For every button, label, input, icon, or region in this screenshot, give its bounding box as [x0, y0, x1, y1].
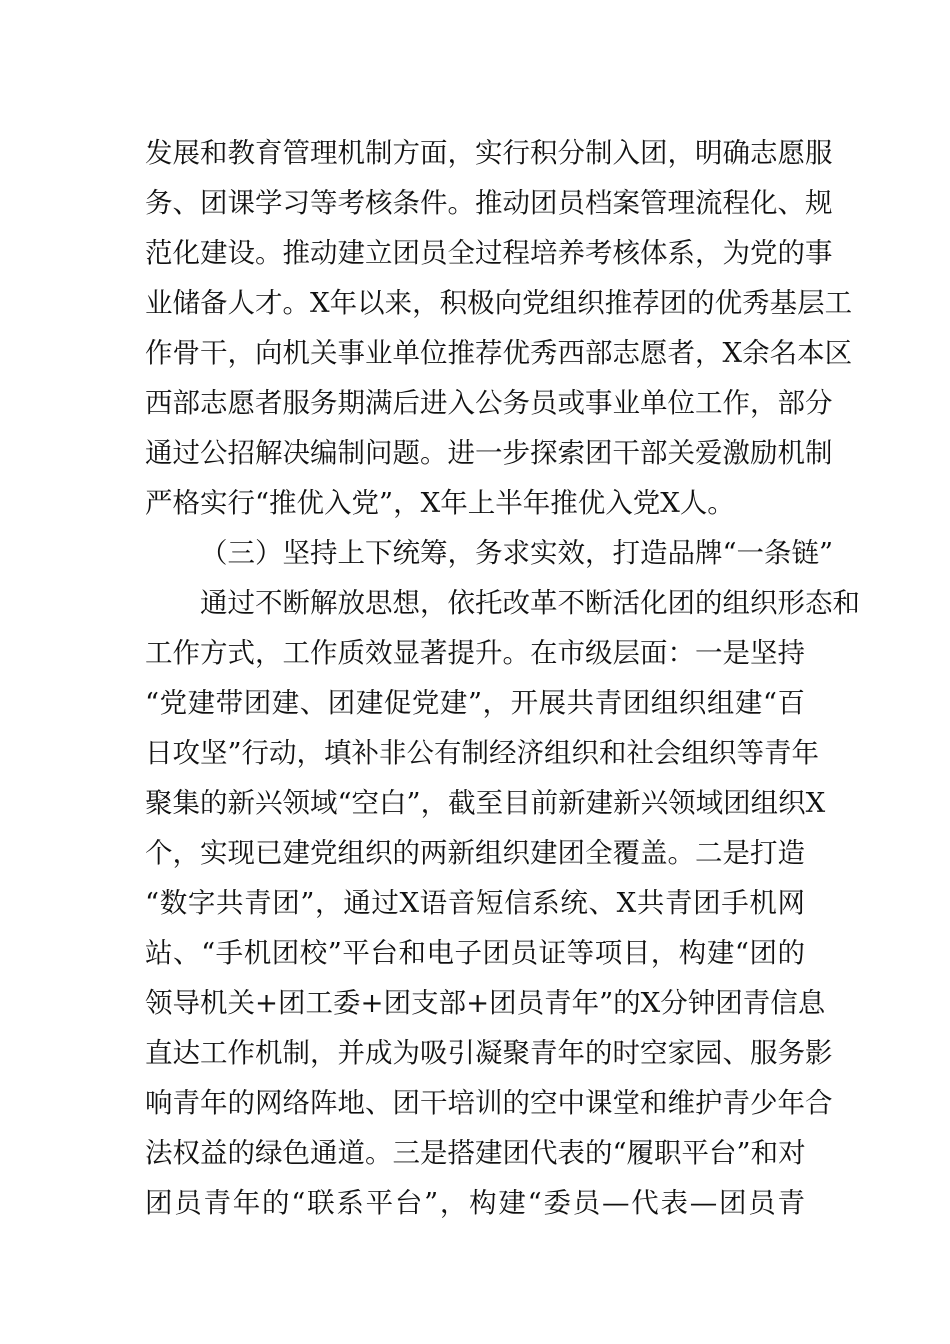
paragraph-1-line: 范化建设。推动建立团员全过程培养考核体系，为党的事 [145, 237, 833, 269]
paragraph-1-line: 作骨干，向机关事业单位推荐优秀西部志愿者，X余名本区 [145, 337, 853, 369]
paragraph-2-line: 领导机关+团工委+团支部+团员青年”的X分钟团青信息 [145, 987, 826, 1019]
paragraph-2-line: 通过不断解放思想，依托改革不断活化团的组织形态和 [200, 587, 860, 619]
paragraph-2-line: “数字共青团”，通过X语音短信系统、X共青团手机网 [145, 887, 805, 919]
paragraph-2-line: 工作方式，工作质效显著提升。在市级层面：一是坚持 [145, 637, 805, 669]
body-text [145, 128, 860, 1228]
paragraph-1-line: 业储备人才。X年以来，积极向党组织推荐团的优秀基层工 [145, 287, 853, 319]
paragraph-1-line: 发展和教育管理机制方面，实行积分制入团，明确志愿服 [145, 137, 833, 169]
section-heading: （三）坚持上下统筹，务求实效，打造品牌“一条链” [200, 537, 834, 569]
paragraph-2-line: 日攻坚”行动，填补非公有制经济组织和社会组织等青年 [145, 737, 820, 769]
paragraph-2-line: 站、“手机团校”平台和电子团员证等项目，构建“团的 [145, 937, 805, 969]
paragraph-2-line: 响青年的网络阵地、团干培训的空中课堂和维护青少年合 [145, 1087, 833, 1119]
paragraph-2-line: 个，实现已建党组织的两新组织建团全覆盖。二是打造 [145, 837, 805, 869]
paragraph-2-line: “党建带团建、团建促党建”，开展共青团组织组建“百 [145, 687, 805, 719]
paragraph-2-line: 法权益的绿色通道。三是搭建团代表的“履职平台”和对 [145, 1137, 806, 1169]
paragraph-2-line: 团员青年的“联系平台”，构建“委员—代表—团员青 [145, 1187, 805, 1219]
paragraph-1-line: 西部志愿者服务期满后进入公务员或事业单位工作，部分 [145, 387, 833, 419]
paragraph-1-line: 严格实行“推优入党”，X年上半年推优入党X人。 [145, 487, 735, 519]
paragraph-1-line: 务、团课学习等考核条件。推动团员档案管理流程化、规 [145, 187, 833, 219]
paragraph-1-line: 通过公招解决编制问题。进一步探索团干部关爱激励机制 [145, 437, 833, 469]
paragraph-2-line: 聚集的新兴领域“空白”，截至目前新建新兴领域团组织X [145, 787, 826, 819]
paragraph-2-line: 直达工作机制，并成为吸引凝聚青年的时空家园、服务影 [145, 1037, 833, 1069]
